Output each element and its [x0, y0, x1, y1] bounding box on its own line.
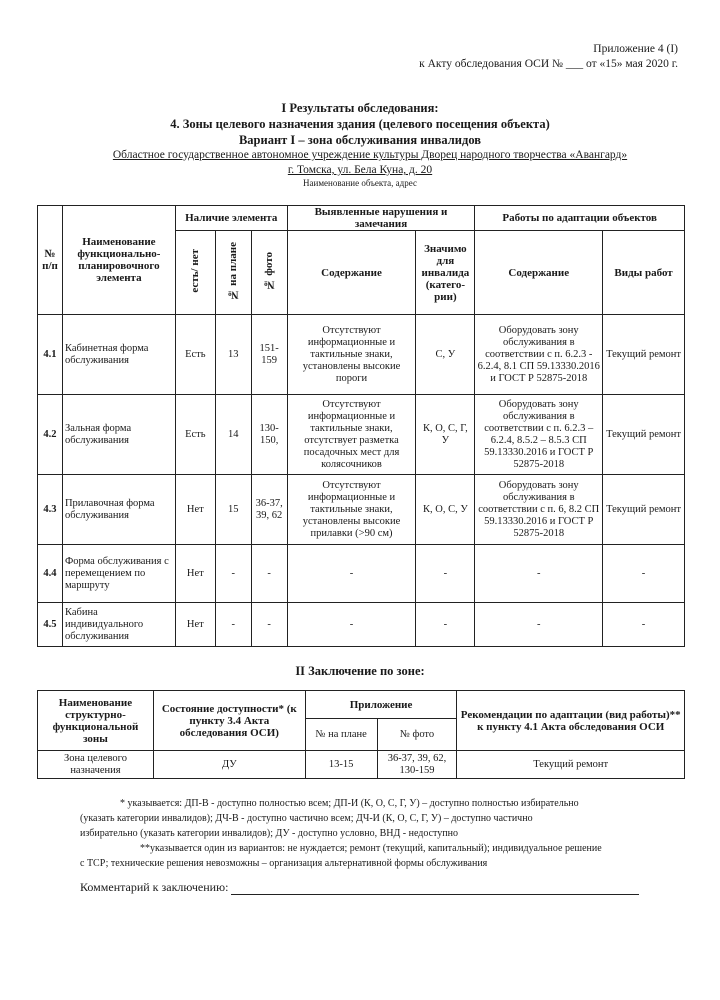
concl-header-plan: № на плане: [305, 719, 377, 751]
table-row: [38, 315, 685, 395]
table-row: [38, 475, 685, 545]
header-presence-yes-no: есть/ нет: [175, 231, 215, 315]
row-works-kind: Текущий ремонт: [603, 475, 685, 545]
appendix-line-1: Приложение 4 (I): [593, 43, 678, 55]
row-significant: К, О, С, Г, У: [416, 395, 475, 475]
row-plan: 15: [215, 475, 251, 545]
header-element-name: Наименование функционально-планировочного элемента: [62, 206, 175, 315]
comment-row: [80, 880, 639, 895]
row-works-content: -: [475, 603, 603, 647]
row-element-name: Кабинетная форма обслуживания: [62, 315, 175, 395]
row-presence: Нет: [175, 603, 215, 647]
row-violation-content: -: [287, 603, 416, 647]
concl-recommend: Текущий ремонт: [457, 751, 685, 779]
concl-photo: 36-37, 39, 62, 130-159: [377, 751, 457, 779]
footnote-line: с ТСР; технические решения невозможны – организация альтернативной формы обслуживания: [80, 858, 488, 869]
footnote-line: избирательно (указать категории инвалидов); ДУ - доступно условно, ВНД - недоступно: [80, 828, 458, 839]
appendix-line-2: к Акту обследования ОСИ № ___ от «15» мая 2020 г.: [419, 58, 678, 70]
row-significant: К, О, С, У: [416, 475, 475, 545]
header-works: Работы по адаптации объектов: [475, 206, 685, 231]
row-plan: 14: [215, 395, 251, 475]
row-presence: Нет: [175, 475, 215, 545]
row-presence: Есть: [175, 395, 215, 475]
header-violations: Выявленные нарушения и замечания: [287, 206, 475, 231]
row-plan: 13: [215, 315, 251, 395]
header-violations-content: Содержание: [287, 231, 416, 315]
concl-header-photo: № фото: [377, 719, 457, 751]
footnote-line: (указать категории инвалидов); ДЧ-В - доступно частично всем; ДЧ-И (К, О, С, Г, У) – доступно частично: [80, 813, 533, 824]
row-works-kind: -: [603, 545, 685, 603]
comment-line[interactable]: [231, 883, 639, 895]
row-works-kind: Текущий ремонт: [603, 315, 685, 395]
row-plan: -: [215, 545, 251, 603]
table-row: [38, 603, 685, 647]
header-num: № п/п: [38, 206, 63, 315]
row-works-kind: Текущий ремонт: [603, 395, 685, 475]
row-significant: -: [416, 603, 475, 647]
row-plan: -: [215, 603, 251, 647]
header-presence-photo: № фото: [251, 231, 287, 315]
section1-title: I Результаты обследования:: [281, 101, 439, 115]
concl-state: ДУ: [153, 751, 305, 779]
header-works-content: Содержание: [475, 231, 603, 315]
row-num: 4.1: [38, 315, 63, 395]
row-violation-content: -: [287, 545, 416, 603]
appendix-header: [419, 42, 678, 72]
row-element-name: Зальная форма обслуживания: [62, 395, 175, 475]
row-photo: 36-37, 39, 62: [251, 475, 287, 545]
organization-name: Областное государственное автономное учреждение культуры Дворец народного творчества «Авангард»: [112, 149, 628, 161]
footnotes: [80, 796, 690, 871]
comment-label: Комментарий к заключению:: [80, 880, 229, 894]
row-num: 4.4: [38, 545, 63, 603]
row-num: 4.3: [38, 475, 63, 545]
row-works-kind: -: [603, 603, 685, 647]
zone-title: 4. Зоны целевого назначения здания (целевого посещения объекта): [170, 117, 550, 131]
table-row: [38, 545, 685, 603]
organization-address: г. Томска, ул. Бела Куна, д. 20: [287, 164, 433, 176]
concl-header-appendix: Приложение: [305, 691, 457, 719]
footnote-line: * указывается: ДП-В - доступно полностью всем; ДП-И (К, О, С, Г, У) – доступно полностью избирательно: [120, 798, 579, 809]
row-works-content: Оборудовать зону обслуживания в соответствии с п. 6, 8.2 СП 59.13330.2016 и ГОСТ Р 52875-2018: [475, 475, 603, 545]
conclusion-table: [37, 690, 685, 779]
row-element-name: Форма обслуживания с перемещением по маршруту: [62, 545, 175, 603]
concl-plan: 13-15: [305, 751, 377, 779]
row-presence: Есть: [175, 315, 215, 395]
row-works-content: -: [475, 545, 603, 603]
row-violation-content: Отсутствуют информационные и тактильные знаки, установлены высокие пороги: [287, 315, 416, 395]
section2-title: II Заключение по зоне:: [295, 664, 425, 678]
table-row: [38, 395, 685, 475]
title-block: [0, 100, 720, 189]
row-presence: Нет: [175, 545, 215, 603]
row-element-name: Прилавочная форма обслуживания: [62, 475, 175, 545]
concl-zone-name: Зона целевого назначения: [38, 751, 154, 779]
row-significant: -: [416, 545, 475, 603]
row-photo: 151-159: [251, 315, 287, 395]
header-presence-plan: № на плане: [215, 231, 251, 315]
header-significant: Значимо для инвалида (катего-рии): [416, 231, 475, 315]
row-photo: -: [251, 603, 287, 647]
row-violation-content: Отсутствуют информационные и тактильные знаки, установлены высокие прилавки (>90 см): [287, 475, 416, 545]
table-row: [38, 751, 685, 779]
row-element-name: Кабина индивидуального обслуживания: [62, 603, 175, 647]
zones-table: [37, 205, 685, 647]
row-photo: -: [251, 545, 287, 603]
row-violation-content: Отсутствуют информационные и тактильные знаки, отсутствует разметка посадочных мест для колясочников: [287, 395, 416, 475]
row-works-content: Оборудовать зону обслуживания в соответствии с п. 6.2.3 - 6.2.4, 8.1 СП 59.13330.2016 и ГОСТ Р 52875-2018: [475, 315, 603, 395]
row-num: 4.2: [38, 395, 63, 475]
concl-header-state: Состояние доступности* (к пункту 3.4 Акта обследования ОСИ): [153, 691, 305, 751]
footnote-line: **указывается один из вариантов: не нуждается; ремонт (текущий, капитальный); индивидуальное решение: [140, 843, 602, 854]
row-photo: 130-150,: [251, 395, 287, 475]
row-significant: С, У: [416, 315, 475, 395]
concl-header-recommend: Рекомендации по адаптации (вид работы)** к пункту 4.1 Акта обследования ОСИ: [457, 691, 685, 751]
address-caption: Наименование объекта, адрес: [303, 178, 417, 188]
concl-header-name: Наименование структурно-функциональной зоны: [38, 691, 154, 751]
row-works-content: Оборудовать зону обслуживания в соответствии с п. 6.2.3 – 6.2.4, 8.5.2 – 8.5.3 СП 59.13330.2016 и ГОСТ Р 52875-2018: [475, 395, 603, 475]
variant-title: Вариант I – зона обслуживания инвалидов: [238, 133, 482, 147]
header-works-kind: Виды работ: [603, 231, 685, 315]
header-presence: Наличие элемента: [175, 206, 287, 231]
row-num: 4.5: [38, 603, 63, 647]
